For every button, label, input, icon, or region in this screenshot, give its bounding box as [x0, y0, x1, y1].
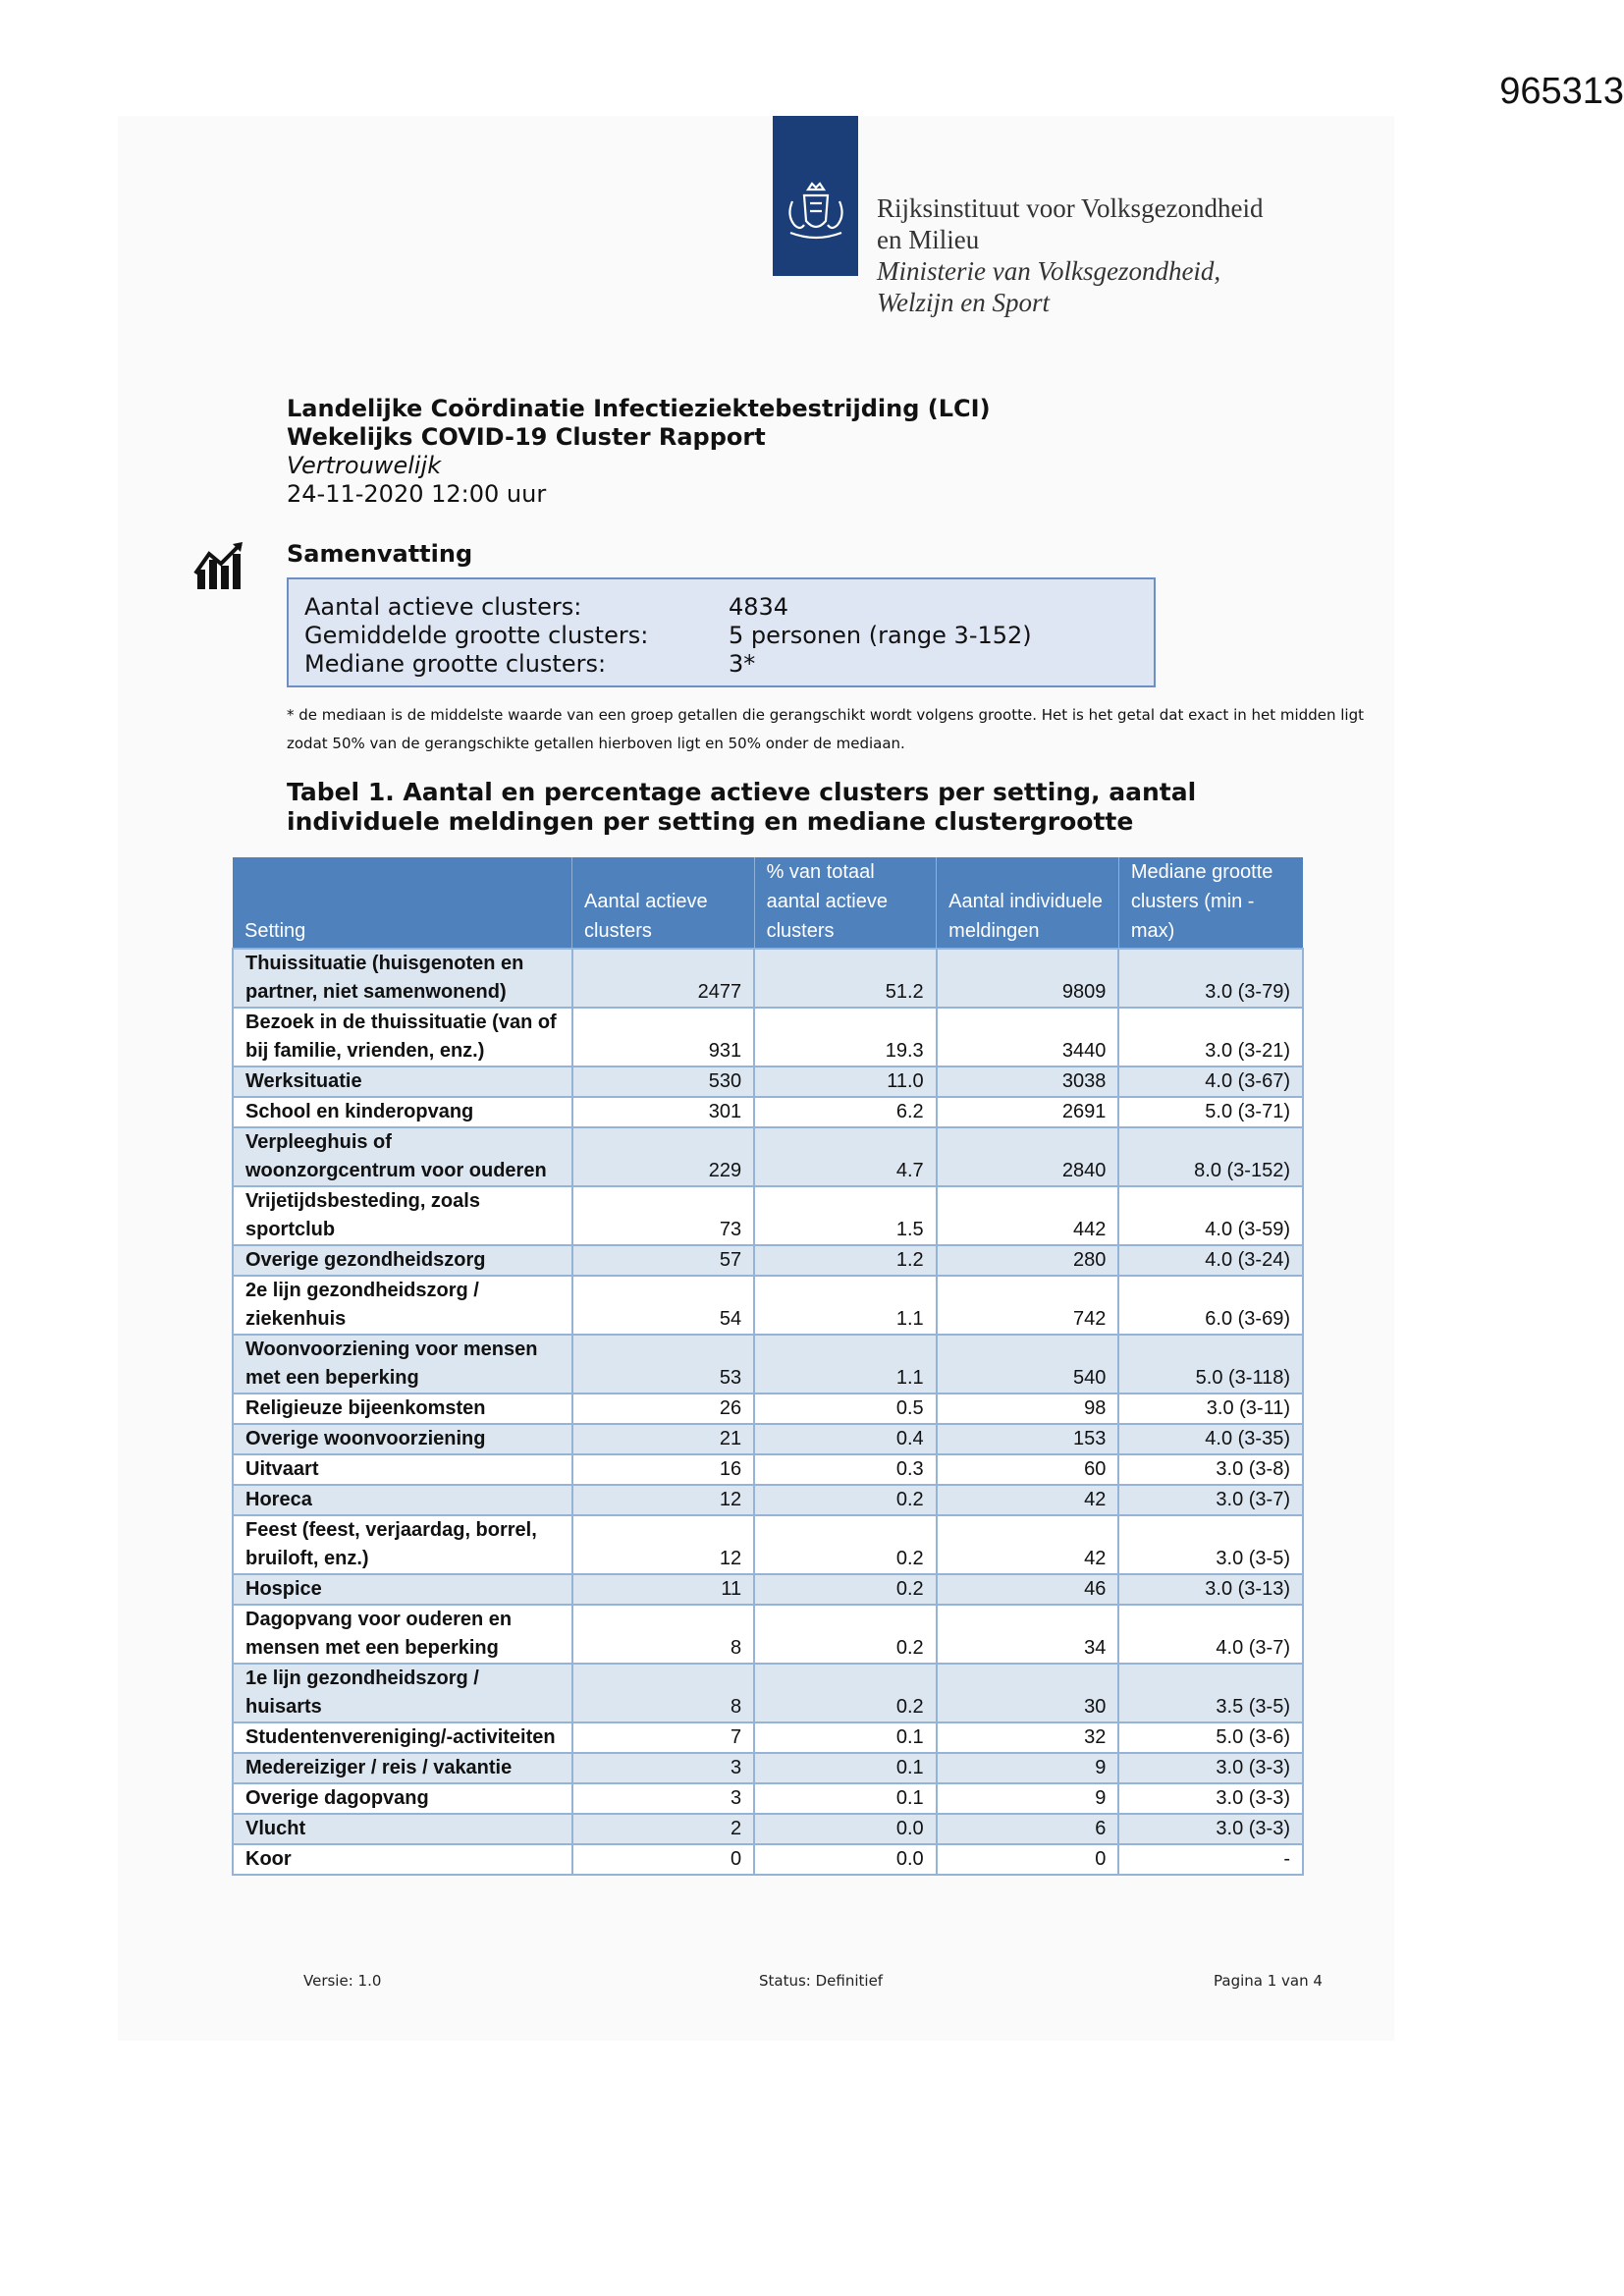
value-cell: 60 — [937, 1454, 1119, 1485]
setting-cell: Dagopvang voor ouderen en mensen met een beperking — [233, 1605, 572, 1664]
column-header: Aantal actieve clusters — [572, 857, 755, 949]
value-cell: 51.2 — [754, 949, 937, 1008]
summary-row-median-size — [304, 650, 756, 678]
value-cell: 53 — [572, 1335, 755, 1394]
summary-box — [287, 577, 1156, 687]
value-cell: 46 — [937, 1574, 1119, 1605]
setting-cell: Woonvoorziening voor mensen met een beperking — [233, 1335, 572, 1394]
footer-status: Status: Definitief — [759, 1972, 884, 1990]
setting-cell: Overige gezondheidszorg — [233, 1245, 572, 1276]
setting-cell: School en kinderopvang — [233, 1097, 572, 1127]
setting-cell: Vrijetijdsbesteding, zoals sportclub — [233, 1186, 572, 1245]
footer-page: Pagina 1 van 4 — [1214, 1972, 1323, 1990]
value-cell: 3.0 (3-79) — [1118, 949, 1303, 1008]
table-header-row — [233, 857, 1303, 949]
value-cell: 0 — [572, 1844, 755, 1875]
value-cell: 3038 — [937, 1066, 1119, 1097]
summary-label: Mediane grootte clusters: — [304, 650, 607, 678]
value-cell: 98 — [937, 1394, 1119, 1424]
report-title: Landelijke Coördinatie Infectieziektebestrijding (LCI) — [287, 395, 991, 422]
value-cell: 42 — [937, 1515, 1119, 1574]
value-cell: 9 — [937, 1783, 1119, 1814]
value-cell: 19.3 — [754, 1008, 937, 1066]
summary-row-clusters — [304, 593, 789, 621]
table-row — [233, 1664, 1303, 1722]
table-body — [233, 949, 1303, 1875]
value-cell: 32 — [937, 1722, 1119, 1753]
crest-icon — [779, 182, 853, 246]
value-cell: 153 — [937, 1424, 1119, 1454]
value-cell: 0.3 — [754, 1454, 937, 1485]
value-cell: 0.2 — [754, 1664, 937, 1722]
value-cell: 3.0 (3-3) — [1118, 1753, 1303, 1783]
value-cell: 4.0 (3-24) — [1118, 1245, 1303, 1276]
value-cell: 3440 — [937, 1008, 1119, 1066]
value-cell: 6.0 (3-69) — [1118, 1276, 1303, 1335]
table-row — [233, 1335, 1303, 1394]
column-header: Setting — [233, 857, 572, 949]
value-cell: 280 — [937, 1245, 1119, 1276]
value-cell: 8.0 (3-152) — [1118, 1127, 1303, 1186]
value-cell: 4.0 (3-35) — [1118, 1424, 1303, 1454]
value-cell: 3.0 (3-3) — [1118, 1814, 1303, 1844]
table-title: Tabel 1. Aantal en percentage actieve clusters per setting, aantal individuele meldingen per setting en mediane clustergrootte — [287, 778, 1197, 836]
table-row — [233, 1424, 1303, 1454]
value-cell: 34 — [937, 1605, 1119, 1664]
summary-value: 4834 — [729, 593, 789, 621]
summary-row-average-size — [304, 622, 1032, 649]
column-header: % van totaal aantal actieve clusters — [754, 857, 937, 949]
table-row — [233, 949, 1303, 1008]
value-cell: 2 — [572, 1814, 755, 1844]
value-cell: 4.0 (3-7) — [1118, 1605, 1303, 1664]
report-subtitle: Wekelijks COVID-19 Cluster Rapport — [287, 423, 766, 451]
value-cell: 3.0 (3-8) — [1118, 1454, 1303, 1485]
ministry-line2: Welzijn en Sport — [877, 288, 1051, 317]
value-cell: 0.2 — [754, 1485, 937, 1515]
table-row — [233, 1722, 1303, 1753]
value-cell: 73 — [572, 1186, 755, 1245]
value-cell: 4.0 (3-59) — [1118, 1186, 1303, 1245]
value-cell: 12 — [572, 1485, 755, 1515]
table-row — [233, 1394, 1303, 1424]
value-cell: 0.1 — [754, 1722, 937, 1753]
value-cell: 1.2 — [754, 1245, 937, 1276]
footer-version: Versie: 1.0 — [303, 1972, 382, 1990]
summary-value: 5 personen (range 3-152) — [729, 622, 1032, 649]
setting-cell: Uitvaart — [233, 1454, 572, 1485]
value-cell: 21 — [572, 1424, 755, 1454]
table-row — [233, 1753, 1303, 1783]
table-row — [233, 1097, 1303, 1127]
summary-value: 3* — [729, 650, 756, 678]
table-row — [233, 1245, 1303, 1276]
value-cell: 0.5 — [754, 1394, 937, 1424]
value-cell: 9 — [937, 1753, 1119, 1783]
setting-cell: Overige dagopvang — [233, 1783, 572, 1814]
value-cell: 3.0 (3-11) — [1118, 1394, 1303, 1424]
value-cell: 5.0 (3-118) — [1118, 1335, 1303, 1394]
summary-chart-icon — [193, 540, 246, 591]
value-cell: 8 — [572, 1605, 755, 1664]
setting-cell: Religieuze bijeenkomsten — [233, 1394, 572, 1424]
table-row — [233, 1515, 1303, 1574]
value-cell: 742 — [937, 1276, 1119, 1335]
value-cell: 11 — [572, 1574, 755, 1605]
value-cell: 9809 — [937, 949, 1119, 1008]
table-row — [233, 1814, 1303, 1844]
median-footnote: * de mediaan is de middelste waarde van een groep getallen die gerangschikt wordt volgens grootte. Het is het getal dat exact in het midden ligt zodat 50% van de gerangschikte getallen hierboven ligt en 50% onder de mediaan. — [287, 706, 1364, 752]
value-cell: 7 — [572, 1722, 755, 1753]
organization-block — [877, 192, 1264, 318]
value-cell: 5.0 (3-6) — [1118, 1722, 1303, 1753]
setting-cell: Feest (feest, verjaardag, borrel, bruiloft, enz.) — [233, 1515, 572, 1574]
value-cell: 0.2 — [754, 1515, 937, 1574]
setting-cell: 2e lijn gezondheidszorg / ziekenhuis — [233, 1276, 572, 1335]
value-cell: 2840 — [937, 1127, 1119, 1186]
value-cell: 3.0 (3-21) — [1118, 1008, 1303, 1066]
value-cell: 54 — [572, 1276, 755, 1335]
value-cell: 3.0 (3-3) — [1118, 1783, 1303, 1814]
value-cell: 3 — [572, 1783, 755, 1814]
clusters-table — [232, 857, 1304, 1876]
table-row — [233, 1485, 1303, 1515]
value-cell: 3 — [572, 1753, 755, 1783]
setting-cell: Bezoek in de thuissituatie (van of bij familie, vrienden, enz.) — [233, 1008, 572, 1066]
org-name-line1: Rijksinstituut voor Volksgezondheid — [877, 193, 1264, 223]
setting-cell: Koor — [233, 1844, 572, 1875]
value-cell: 57 — [572, 1245, 755, 1276]
value-cell: 3.0 (3-13) — [1118, 1574, 1303, 1605]
value-cell: 301 — [572, 1097, 755, 1127]
value-cell: 1.1 — [754, 1335, 937, 1394]
setting-cell: Thuissituatie (huisgenoten en partner, niet samenwonend) — [233, 949, 572, 1008]
document-number: 965313 — [1499, 71, 1624, 112]
table-row — [233, 1454, 1303, 1485]
table-row — [233, 1127, 1303, 1186]
report-header — [287, 395, 991, 509]
value-cell: 4.7 — [754, 1127, 937, 1186]
table-row — [233, 1008, 1303, 1066]
table-row — [233, 1574, 1303, 1605]
column-header: Aantal individuele meldingen — [937, 857, 1119, 949]
value-cell: 16 — [572, 1454, 755, 1485]
value-cell: 11.0 — [754, 1066, 937, 1097]
setting-cell: Overige woonvoorziening — [233, 1424, 572, 1454]
value-cell: 2691 — [937, 1097, 1119, 1127]
value-cell: 3.0 (3-5) — [1118, 1515, 1303, 1574]
setting-cell: Werksituatie — [233, 1066, 572, 1097]
value-cell: 0.1 — [754, 1783, 937, 1814]
org-name-line2: en Milieu — [877, 225, 980, 254]
column-header: Mediane grootte clusters (min - max) — [1118, 857, 1303, 949]
value-cell: 30 — [937, 1664, 1119, 1722]
value-cell: 42 — [937, 1485, 1119, 1515]
value-cell: 3.5 (3-5) — [1118, 1664, 1303, 1722]
value-cell: 6.2 — [754, 1097, 937, 1127]
value-cell: 5.0 (3-71) — [1118, 1097, 1303, 1127]
value-cell: 12 — [572, 1515, 755, 1574]
table-row — [233, 1186, 1303, 1245]
table-row — [233, 1066, 1303, 1097]
setting-cell: Medereiziger / reis / vakantie — [233, 1753, 572, 1783]
value-cell: 6 — [937, 1814, 1119, 1844]
value-cell: 26 — [572, 1394, 755, 1424]
table-row — [233, 1783, 1303, 1814]
value-cell: 0.0 — [754, 1814, 937, 1844]
value-cell: 4.0 (3-67) — [1118, 1066, 1303, 1097]
table-row — [233, 1605, 1303, 1664]
value-cell: 540 — [937, 1335, 1119, 1394]
value-cell: 442 — [937, 1186, 1119, 1245]
value-cell: 1.1 — [754, 1276, 937, 1335]
setting-cell: Vlucht — [233, 1814, 572, 1844]
value-cell: 0.4 — [754, 1424, 937, 1454]
value-cell: 0.2 — [754, 1574, 937, 1605]
value-cell: 0.2 — [754, 1605, 937, 1664]
value-cell: 229 — [572, 1127, 755, 1186]
value-cell: 931 — [572, 1008, 755, 1066]
setting-cell: 1e lijn gezondheidszorg / huisarts — [233, 1664, 572, 1722]
report-datetime: 24-11-2020 12:00 uur — [287, 480, 547, 508]
value-cell: 8 — [572, 1664, 755, 1722]
setting-cell: Hospice — [233, 1574, 572, 1605]
value-cell: 0 — [937, 1844, 1119, 1875]
table-row — [233, 1844, 1303, 1875]
setting-cell: Studentenvereniging/-activiteiten — [233, 1722, 572, 1753]
summary-label: Gemiddelde grootte clusters: — [304, 622, 649, 649]
value-cell: 2477 — [572, 949, 755, 1008]
summary-label: Aantal actieve clusters: — [304, 593, 582, 621]
setting-cell: Verpleeghuis of woonzorgcentrum voor ouderen — [233, 1127, 572, 1186]
value-cell: 0.1 — [754, 1753, 937, 1783]
table-row — [233, 1276, 1303, 1335]
summary-title: Samenvatting — [287, 540, 473, 568]
value-cell: 1.5 — [754, 1186, 937, 1245]
setting-cell: Horeca — [233, 1485, 572, 1515]
value-cell: 3.0 (3-7) — [1118, 1485, 1303, 1515]
value-cell: - — [1118, 1844, 1303, 1875]
classification-label: Vertrouwelijk — [287, 452, 442, 479]
value-cell: 0.0 — [754, 1844, 937, 1875]
ministry-line1: Ministerie van Volksgezondheid, — [877, 256, 1221, 286]
value-cell: 530 — [572, 1066, 755, 1097]
